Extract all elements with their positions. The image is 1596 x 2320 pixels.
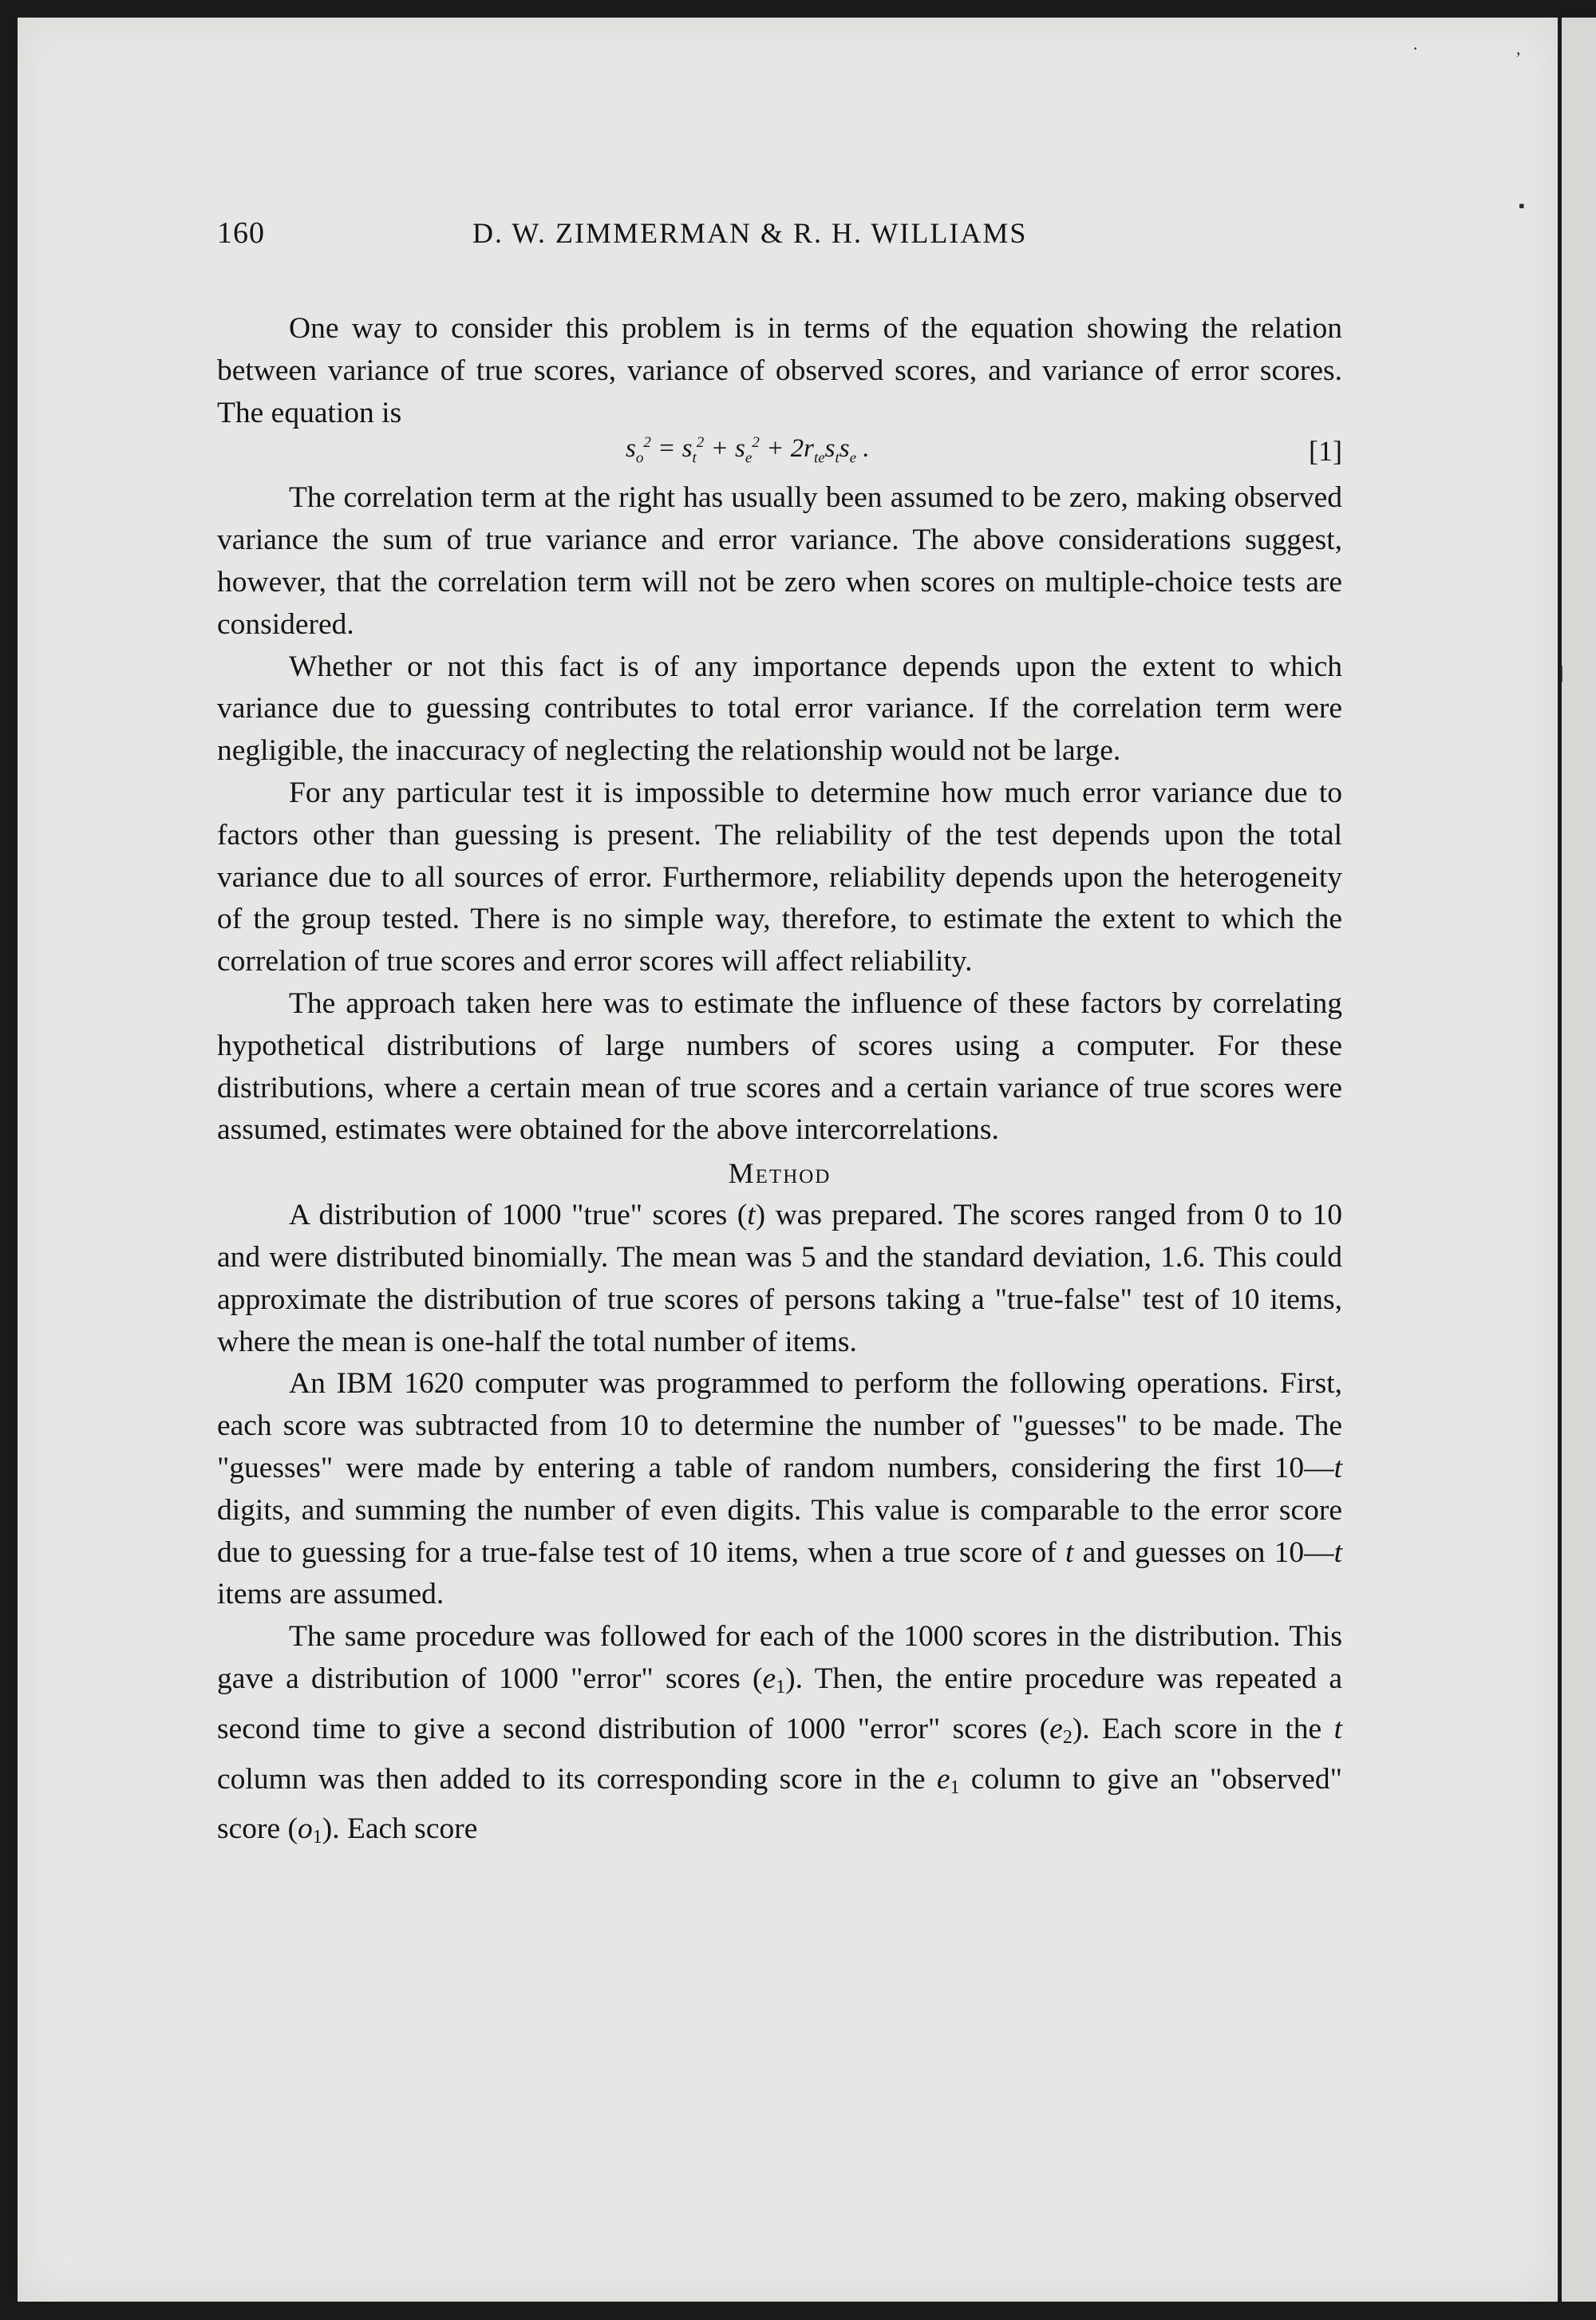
paragraph-4: For any particular test it is impossible to determine how much error variance due to factors other than guessing is present. The reliability of the test depends upon the total variance due to all sources of error. Furthermore, reliability depends upon the heterogeneity of the group tested. There is no simple way, therefore, to estimate the extent to which the correlation of true scores and error scores will affect reliability. — [217, 776, 1342, 978]
paragraph-5: The approach taken here was to estimate the influence of these factors by correlating hypothetical distributions of large numbers of scores using a computer. For these distributions, where a certain mean of true scores and a certain variance of true scores were assumed, estimates were obtained for the above intercorrelations. — [217, 986, 1342, 1147]
equation-label: [1] — [1309, 435, 1342, 468]
page-number: 160 — [217, 216, 265, 250]
next-page-edge — [1562, 18, 1596, 2302]
section-heading-method: Method — [728, 1157, 832, 1190]
edge-mark: , — [1516, 38, 1521, 58]
running-head — [217, 215, 1342, 260]
paragraph-2: The correlation term at the right has usually been assumed to be zero, making observed variance the sum of true variance and error variance. The above considerations suggest, however, that the correlation term will not be zero when scores on multiple-choice tests are considered. — [217, 481, 1342, 641]
paragraph-3: Whether or not this fact is of any importance depends upon the extent to which variance due to guessing contributes to total error variance. If the correlation term were negligible, the inaccuracy of neglecting the relationship would not be large. — [217, 650, 1342, 768]
paragraph-8: The same procedure was followed for each of the 1000 scores in the distribution. This gave a distribution of 1000 "error" scores $(e_1)$. Then, the entire procedure was repeated a second time to give a second distribution of 1000 "error" scores $(e_2)$. Each score in the t column was then added to its corresponding score in the $e_1$ column to give an "observed" score $(o_1)$. Each score — [217, 1620, 1342, 1848]
paragraph-6: A distribution of 1000 "true" scores (t) was prepared. The scores ranged from 0 to 10 and were distributed binomially. The mean was 5 and the standard deviation, 1.6. This could approximate the distribution of true scores of persons taking a "true-false" test of 10 items, where the mean is one-half the total number of items. — [217, 1199, 1342, 1358]
paragraph-1: One way to consider this problem is in terms of the equation showing the relation between variance of true scores, variance of observed scores, and variance of error scores. The equation is — [217, 312, 1342, 429]
running-head-authors: D. W. ZIMMERMAN & R. H. WILLIAMS — [472, 217, 1028, 249]
edge-mark: ▪ — [1519, 196, 1525, 215]
edge-mark: · — [1412, 38, 1419, 58]
page-content — [217, 215, 1342, 1859]
equation-formula: $s_o^2 = s_t^2 + s_e^2 + 2r_{te}s_ts_e$ . — [626, 434, 870, 467]
equation-1 — [217, 434, 1342, 477]
paragraph-7: An IBM 1620 computer was programmed to perform the following operations. First, each score was subtracted from 10 to determine the number of "guesses" to be made. The "guesses" were made by entering a table of random numbers, considering the first 10—t digits, and summing the number of even digits. This value is comparable to the error score due to guessing for a true-false test of 10 items, when a true score of t and guesses on 10—t items are assumed. — [217, 1367, 1342, 1611]
edge-mark: | — [1560, 662, 1564, 682]
